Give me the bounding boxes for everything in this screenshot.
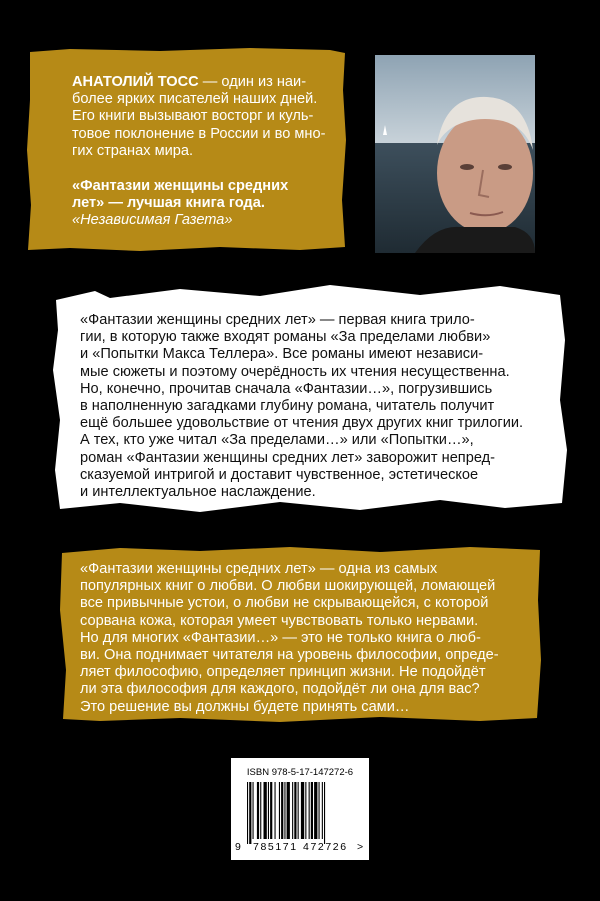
description-line: сказуемой интригой и доставит чувственное, эстетическое <box>80 466 479 483</box>
summary-line: сорвана кожа, которая умеет чувствовать только нервами. <box>80 612 479 629</box>
author-bio <box>72 74 328 230</box>
summary-line: ляет философию, определяет принцип жизни. Не подойдёт <box>80 664 486 681</box>
summary-line: «Фантазии женщины средних лет» — одна из самых <box>80 561 438 577</box>
barcode-digits-left: 785171 <box>253 841 298 853</box>
description-line: и интеллектуальное наслаждение. <box>80 484 316 501</box>
summary-line: Это решение вы должны будете принять сами… <box>80 698 410 715</box>
barcode-digit-first: 9 <box>235 841 241 853</box>
summary-line: Но для многих «Фантазии…» — это не только книга о люб- <box>80 629 481 646</box>
bio-line-5: гих странах мира. <box>72 142 194 159</box>
bio-line-4: товое поклонение в России и во мно- <box>72 125 326 142</box>
review-quote-line-2: лет» — лучшая книга года. <box>72 195 265 212</box>
review-quote-line-1: «Фантазии женщины средних <box>72 178 289 195</box>
author-photo <box>375 55 535 253</box>
description-line: А тех, кто уже читал «За пределами…» или «Попытки…», <box>80 432 474 449</box>
review-source: «Независимая Газета» <box>72 212 233 229</box>
summary-text <box>80 561 524 716</box>
summary-line: ли эта философия для каждого, подойдёт ли она для вас? <box>80 681 480 698</box>
description-line: «Фантазии женщины средних лет» — первая книга трило- <box>80 312 475 328</box>
bio-line-3: Его книги вызывают восторг и куль- <box>72 108 314 125</box>
description-line: гии, в которую также входят романы «За пределами любви» <box>80 329 491 346</box>
description-text <box>80 312 540 501</box>
description-line: ещё большее удовольствие от чтения двух других книг трилогии. <box>80 415 524 432</box>
bio-line-1: — один из наи- <box>202 74 307 90</box>
summary-line: популярных книг о любви. О любви шокирующей, ломающей <box>80 578 496 595</box>
author-portrait-icon <box>375 55 535 253</box>
barcode-bars-icon <box>231 758 369 860</box>
author-name: АНАТОЛИЙ ТОСС <box>72 74 199 90</box>
summary-line: все привычные устои, о любви не скрывающейся, с которой <box>80 595 489 612</box>
description-line: и «Попытки Макса Теллера». Все романы имеют независи- <box>80 346 484 363</box>
barcode <box>231 758 369 860</box>
description-line: в наполненную загадками глубину романа, читатель получит <box>80 398 495 415</box>
description-line: Но, конечно, прочитав сначала «Фантазии…», погрузившись <box>80 380 493 397</box>
description-line: мые сюжеты и поэтому очерёдность их чтения несущественна. <box>80 363 510 380</box>
bio-line-2: более ярких писателей наших дней. <box>72 91 318 108</box>
barcode-arrow: > <box>357 841 364 853</box>
barcode-digits-right: 472726 <box>303 841 348 853</box>
isbn-label: ISBN 978-5-17-147272-6 <box>246 767 354 778</box>
summary-line: ви. Она поднимает читателя на уровень философии, опреде- <box>80 647 499 664</box>
description-line: роман «Фантазии женщины средних лет» заворожит непред- <box>80 449 495 466</box>
